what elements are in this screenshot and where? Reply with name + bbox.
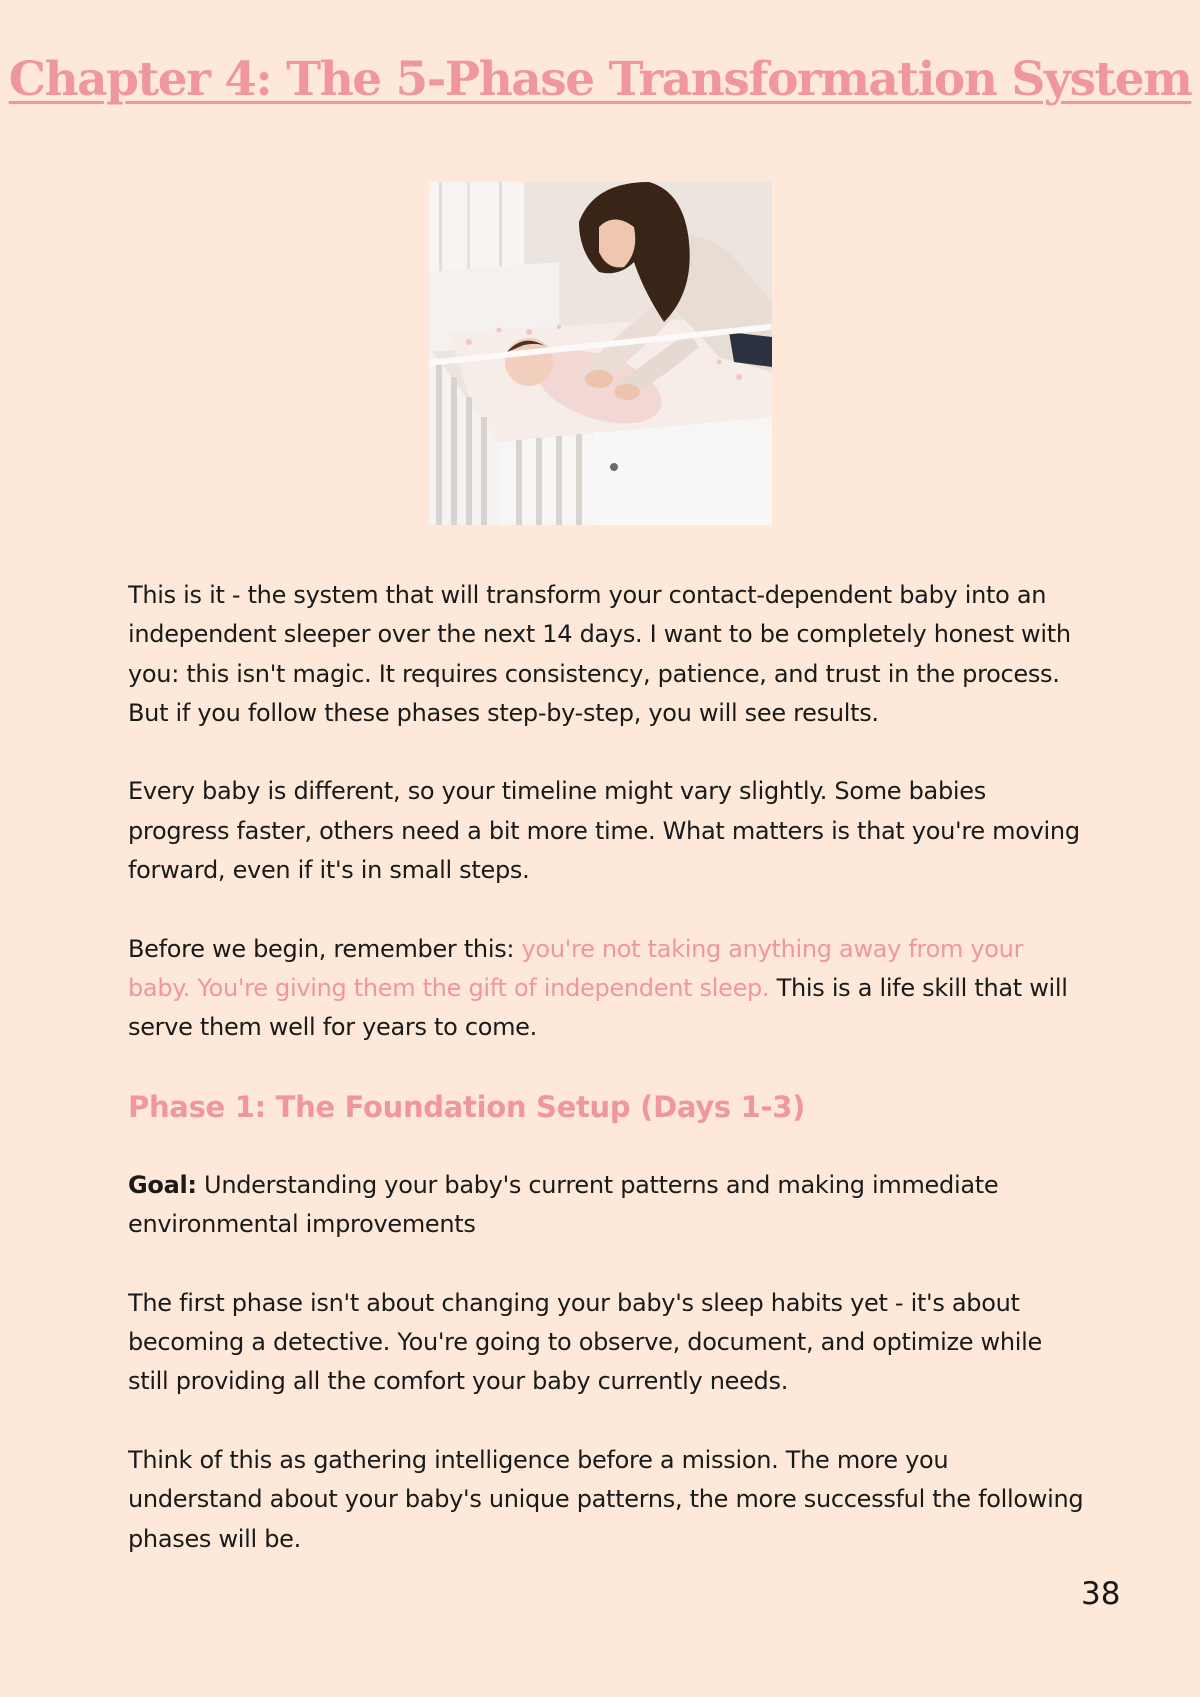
intro-paragraph-3-start: Before we begin, remember this:	[128, 934, 522, 963]
phase-1-heading: Phase 1: The Foundation Setup (Days 1-3)	[128, 1089, 806, 1124]
chapter-content	[128, 576, 1088, 1598]
intro-paragraph-2: Every baby is different, so your timeline might vary slightly. Some babies progress faster, others need a bit more time. What matters is that you're moving forward, even if it's in small steps.	[128, 777, 1080, 885]
chapter-title: Chapter 4: The 5-Phase Transformation System	[8, 52, 1192, 107]
mother-baby-crib-image	[429, 182, 772, 525]
intro-highlight: you're not taking anything away from your baby. You're giving them the gift of independent sleep.	[128, 934, 1024, 1002]
phase-1-goal	[128, 1166, 1088, 1245]
phase-1-paragraph-2: Think of this as gathering intelligence before a mission. The more you understand about your baby's unique patterns, the more successful the following phases will be.	[128, 1445, 1084, 1553]
goal-label: Goal:	[128, 1170, 197, 1199]
intro-paragraph-1: This is it - the system that will transform your contact-dependent baby into an independent sleeper over the next 14 days. I want to be completely honest with you: this isn't magic. It requires consistency, patience, and trust in the process. But if you follow these phases step-by-step, you will see results.	[128, 581, 1071, 727]
intro-paragraph-3	[128, 930, 1088, 1048]
intro-paragraph-3-end: This is a life skill that will serve them well for years to come.	[128, 973, 1068, 1042]
phase-1-paragraph-1: The first phase isn't about changing your baby's sleep habits yet - it's about becoming a detective. You're going to observe, document, and optimize while still providing all the comfort your baby currently needs.	[128, 1288, 1042, 1396]
goal-text: Understanding your baby's current patterns and making immediate environmental improvements	[128, 1170, 999, 1239]
page-number: 38	[1081, 1576, 1121, 1612]
